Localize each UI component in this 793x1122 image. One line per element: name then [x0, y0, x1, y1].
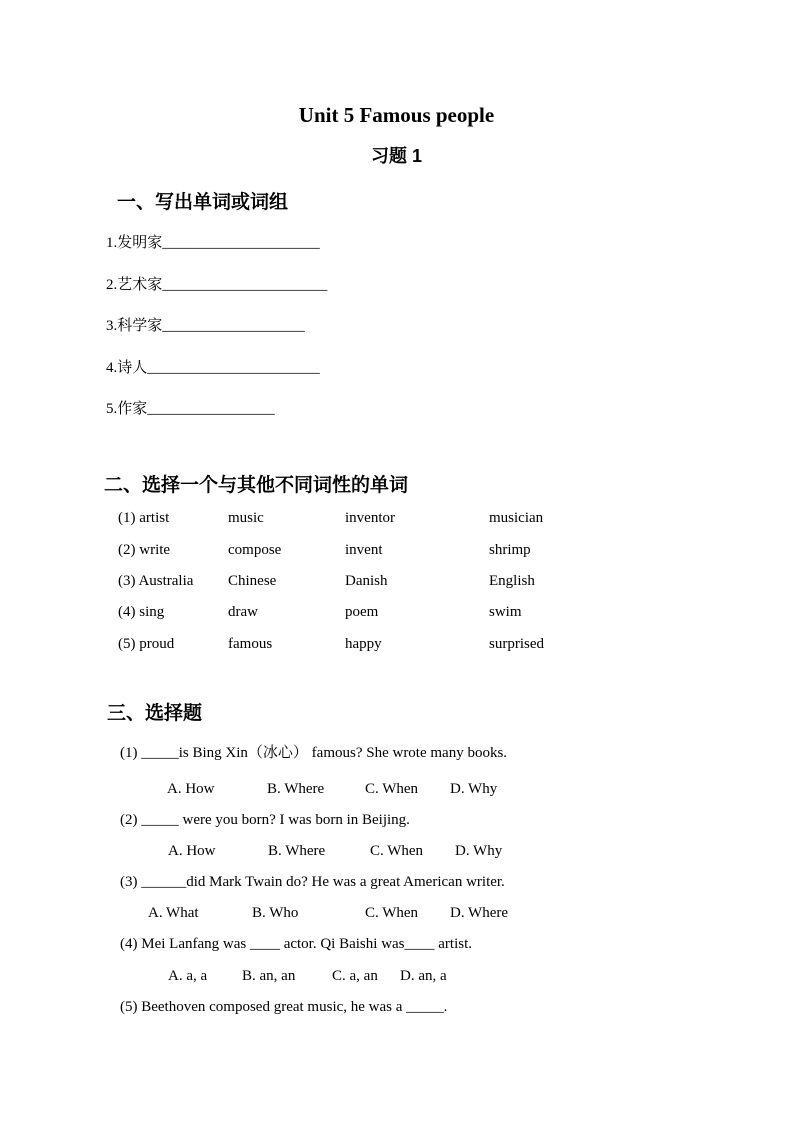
word-cell [118, 603, 228, 622]
word-option: invent [345, 542, 383, 558]
mcq-option: B. Who [252, 905, 299, 921]
word-choice-row-3 [118, 572, 753, 591]
worksheet-title: Unit 5 Famous people [298, 103, 495, 127]
mcq-option: D. an, a [400, 968, 447, 984]
vocab-item-2 [106, 276, 327, 295]
word-option: Chinese [228, 573, 277, 589]
mcq-question-5: (5) Beethoven composed great music, he was a _____. [120, 999, 448, 1015]
vocab-item-label: 1.发明家 [106, 235, 163, 251]
word-choice-row-5 [118, 635, 753, 654]
word-option: inventor [345, 510, 395, 526]
word-option: write [139, 542, 171, 558]
mcq-options-4 [0, 967, 793, 987]
worksheet-subtitle: 习题 1 [370, 146, 422, 166]
mcq-option: C. When [365, 781, 419, 797]
word-option: Danish [345, 573, 388, 589]
blank-line: _______________________ [147, 360, 320, 376]
word-cell [118, 541, 228, 560]
blank-line: _________________ [147, 401, 275, 417]
word-option: proud [139, 636, 175, 652]
section-3-heading: 三、选择题 [107, 703, 203, 724]
word-option: English [489, 573, 535, 589]
word-choice-row-4 [118, 603, 753, 622]
word-option: shrimp [489, 542, 531, 558]
mcq-question-2: (2) _____ were you born? I was born in Beijing. [120, 812, 410, 828]
mcq-question-1: (1) _____is Bing Xin（冰心） famous? She wrote many books. [120, 745, 508, 761]
vocab-item-5 [106, 400, 275, 419]
word-choice-row-2 [118, 541, 753, 560]
word-option: music [228, 510, 264, 526]
word-option: swim [489, 604, 522, 620]
vocab-item-label: 2.艺术家 [106, 277, 163, 293]
mcq-option: B. Where [268, 843, 326, 859]
word-cell [118, 572, 228, 591]
word-option: musician [489, 510, 544, 526]
word-cell [118, 509, 228, 528]
section-2-heading: 二、选择一个与其他不同词性的单词 [104, 475, 409, 496]
mcq-option: B. an, an [242, 968, 296, 984]
row-number: (1) [118, 510, 136, 526]
word-option: happy [345, 636, 382, 652]
mcq-options-2 [0, 842, 793, 862]
blank-line: ______________________ [162, 277, 328, 293]
blank-line: ___________________ [162, 318, 305, 334]
row-number: (2) [118, 542, 136, 558]
mcq-option: D. Where [450, 905, 509, 921]
word-option: poem [345, 604, 379, 620]
mcq-option: A. a, a [168, 968, 208, 984]
vocab-item-1 [106, 234, 320, 253]
mcq-options-3 [0, 904, 793, 924]
vocab-item-3 [106, 317, 305, 336]
mcq-option: B. Where [267, 781, 325, 797]
vocab-item-4 [106, 359, 320, 378]
blank-line: _____________________ [162, 235, 320, 251]
mcq-question-3: (3) ______did Mark Twain do? He was a great American writer. [120, 874, 505, 890]
mcq-option: C. a, an [332, 968, 378, 984]
word-cell [118, 635, 228, 654]
mcq-option: C. When [365, 905, 419, 921]
word-option: compose [228, 542, 282, 558]
vocab-item-label: 4.诗人 [106, 360, 148, 376]
mcq-option: A. How [168, 843, 216, 859]
mcq-question-4: (4) Mei Lanfang was ____ actor. Qi Baishi was____ artist. [120, 936, 473, 952]
mcq-option: A. How [167, 781, 215, 797]
section-1-heading: 一、写出单词或词组 [117, 192, 289, 213]
mcq-options-1 [0, 780, 793, 800]
mcq-option: C. When [370, 843, 424, 859]
mcq-option: D. Why [450, 781, 498, 797]
vocab-item-label: 5.作家 [106, 401, 148, 417]
row-number: (3) [118, 573, 136, 589]
vocab-item-label: 3.科学家 [106, 318, 163, 334]
mcq-option: A. What [148, 905, 199, 921]
row-number: (5) [118, 636, 136, 652]
mcq-option: D. Why [455, 843, 503, 859]
word-option: surprised [489, 636, 544, 652]
word-choice-row-1 [118, 509, 753, 528]
word-option: artist [139, 510, 170, 526]
word-option: draw [228, 604, 258, 620]
row-number: (4) [118, 604, 136, 620]
word-option: Australia [138, 573, 194, 589]
word-option: famous [228, 636, 273, 652]
word-option: sing [139, 604, 165, 620]
